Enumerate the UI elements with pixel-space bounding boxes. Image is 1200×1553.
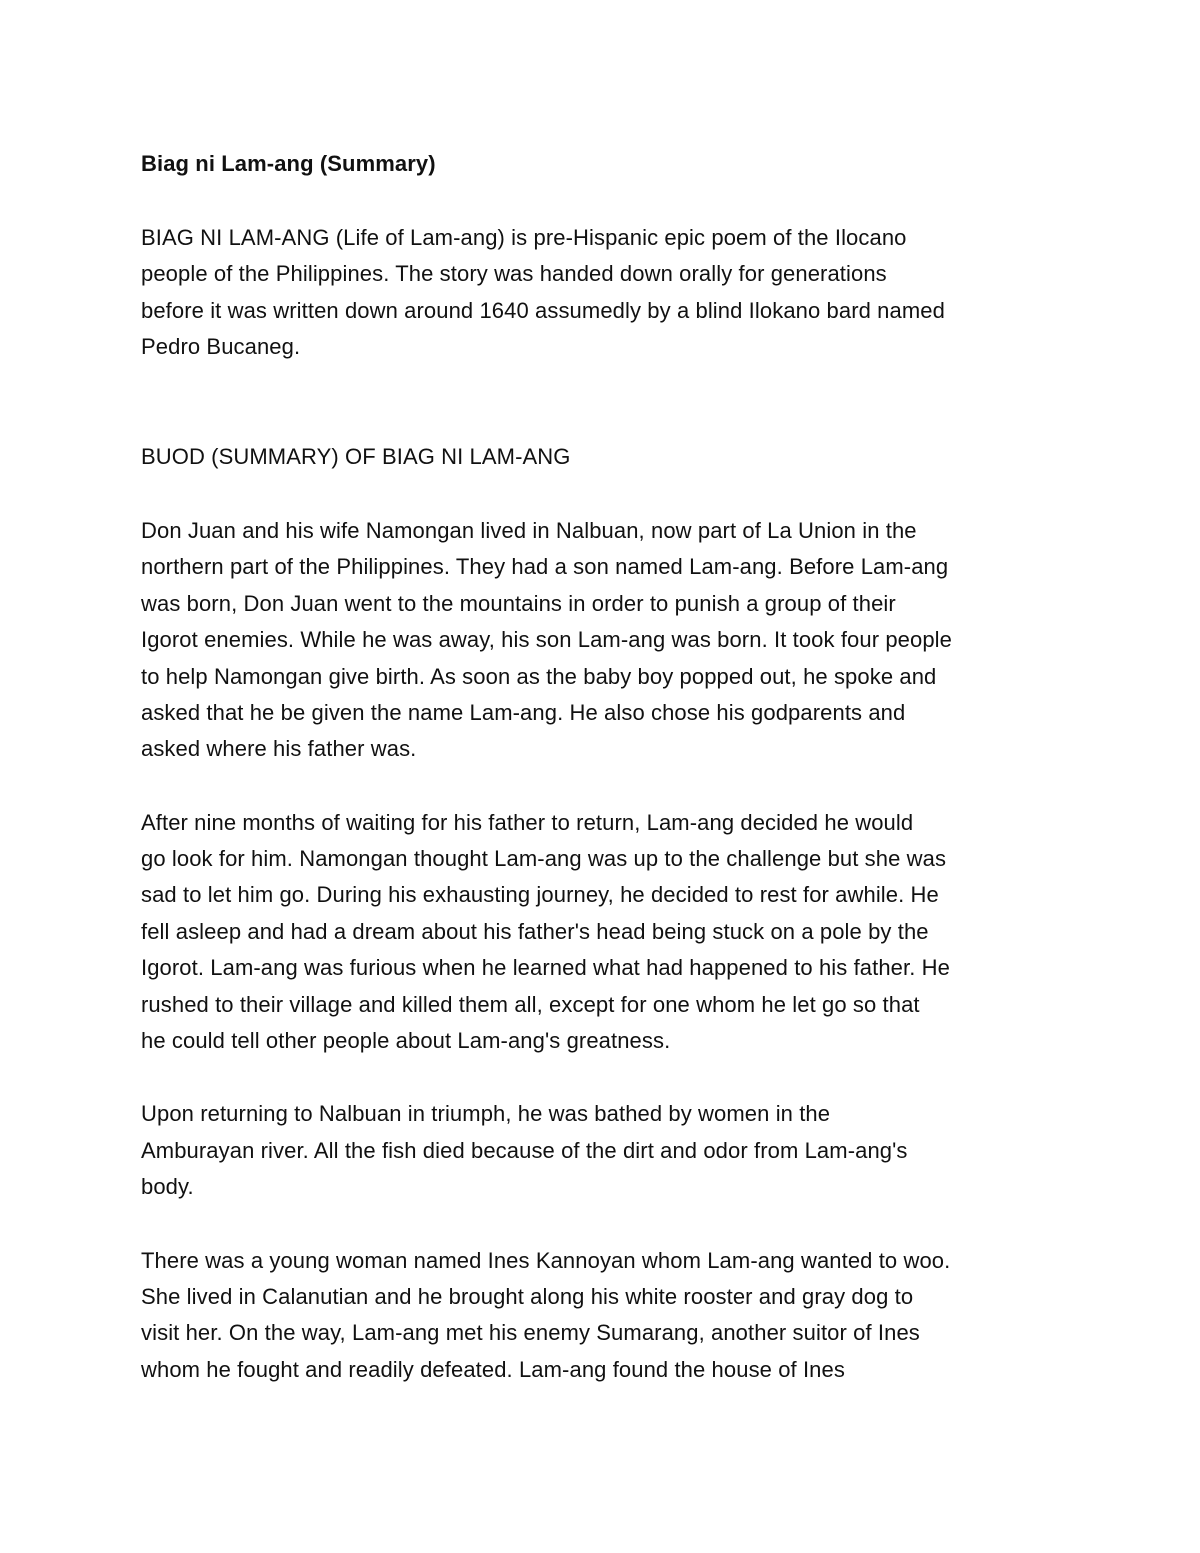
text-line: was born, Don Juan went to the mountains in order to punish a group of their xyxy=(141,590,896,616)
text-line: rushed to their village and killed them all, except for one whom he let go so that xyxy=(141,991,920,1017)
text-line: whom he fought and readily defeated. Lam-ang found the house of Ines xyxy=(141,1356,845,1382)
text-line: go look for him. Namongan thought Lam-ang was up to the challenge but she was xyxy=(141,846,947,872)
text-line: northern part of the Philippines. They had a son named Lam-ang. Before Lam-ang xyxy=(141,554,949,580)
summary-paragraph-2 xyxy=(141,805,1071,1060)
text-line: asked where his father was. xyxy=(141,736,417,762)
text-line: BIAG NI LAM-ANG (Life of Lam-ang) is pre-Hispanic epic poem of the Ilocano xyxy=(141,225,907,250)
text-line: She lived in Calanutian and he brought along his white rooster and gray dog to xyxy=(141,1284,914,1309)
text-line: Amburayan river. All the fish died because of the dirt and odor from Lam-ang's xyxy=(141,1137,908,1163)
text-line: Pedro Bucaneg. xyxy=(141,334,301,360)
text-line: There was a young woman named Ines Kannoyan whom Lam-ang wanted to woo. xyxy=(141,1247,951,1273)
document-title: Biag ni Lam-ang (Summary) xyxy=(141,151,436,176)
summary-paragraph-1 xyxy=(141,513,1071,768)
text-line: Igorot enemies. While he was away, his son Lam-ang was born. It took four people xyxy=(141,627,953,653)
text-line: before it was written down around 1640 assumedly by a blind Ilokano bard named xyxy=(141,297,945,323)
text-line: people of the Philippines. The story was handed down orally for generations xyxy=(141,261,887,287)
text-line: body. xyxy=(141,1174,194,1200)
summary-paragraph-4 xyxy=(141,1243,1071,1389)
section-heading: BUOD (SUMMARY) OF BIAG NI LAM-ANG xyxy=(141,443,571,469)
text-line: visit her. On the way, Lam-ang met his enemy Sumarang, another suitor of Ines xyxy=(141,1320,920,1346)
text-line: Igorot. Lam-ang was furious when he learned what had happened to his father. He xyxy=(141,955,950,981)
text-line: Don Juan and his wife Namongan lived in Nalbuan, now part of La Union in the xyxy=(141,517,917,543)
text-line: fell asleep and had a dream about his father's head being stuck on a pole by the xyxy=(141,918,929,944)
text-line: to help Namongan give birth. As soon as the baby boy popped out, he spoke and xyxy=(141,663,937,689)
summary-paragraph-3 xyxy=(141,1096,1071,1205)
document-body xyxy=(141,146,1071,1388)
text-line: asked that he be given the name Lam-ang. He also chose his godparents and xyxy=(141,699,906,725)
intro-paragraph xyxy=(141,220,1071,366)
text-line: After nine months of waiting for his father to return, Lam-ang decided he would xyxy=(141,809,914,835)
text-line: sad to let him go. During his exhausting journey, he decided to rest for awhile. He xyxy=(141,882,939,908)
text-line: he could tell other people about Lam-ang's greatness. xyxy=(141,1028,671,1054)
text-line: Upon returning to Nalbuan in triumph, he was bathed by women in the xyxy=(141,1101,831,1127)
